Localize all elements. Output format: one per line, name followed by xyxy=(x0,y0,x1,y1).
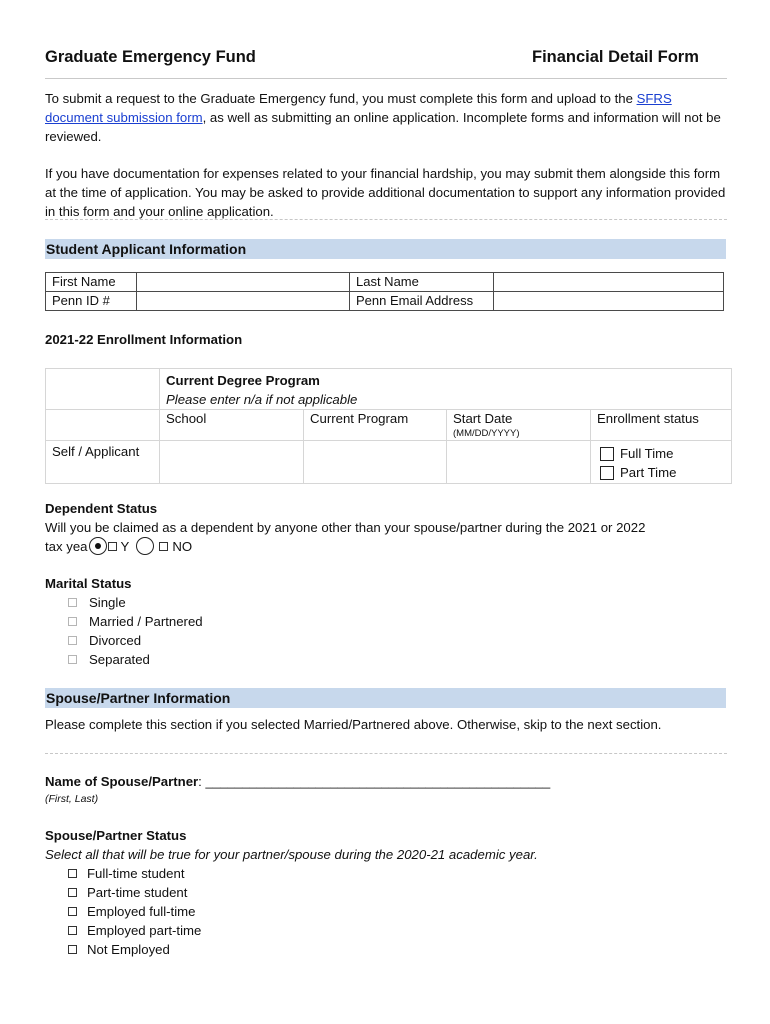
spouse-section-heading-text: Spouse/Partner Information xyxy=(46,690,231,706)
form-title-left: Graduate Emergency Fund xyxy=(45,48,256,66)
yes-radio-button[interactable] xyxy=(89,537,107,555)
marital-options-list xyxy=(68,593,203,669)
part-time-student-checkbox[interactable] xyxy=(68,888,77,897)
first-name-label: First Name xyxy=(46,273,137,292)
program-note: Please enter n/a if not applicable xyxy=(166,392,358,407)
col-program-header: Current Program xyxy=(304,410,447,441)
enrollment-empty-cell xyxy=(46,410,160,441)
enrollment-column-header-row xyxy=(46,410,732,441)
sfrs-document-submission-link[interactable]: SFRS document submission form xyxy=(45,91,672,125)
spouse-status-option[interactable] xyxy=(68,864,201,883)
employed-full-time-checkbox[interactable] xyxy=(68,907,77,916)
student-info-row xyxy=(46,273,724,292)
intro-paragraph-2: If you have documentation for expenses related to your financial hardship, you may submit them alongside this form at the time of application. You may be asked to provide additional documentation to support any information provided in this form and your online application. xyxy=(45,166,726,219)
divorced-checkbox[interactable] xyxy=(68,636,77,645)
spouse-status-label: Full-time student xyxy=(87,866,185,881)
col-status-header: Enrollment status xyxy=(591,410,732,441)
marital-option-married[interactable] xyxy=(68,612,203,631)
yes-label: Y xyxy=(120,539,130,554)
spouse-status-heading: Spouse/Partner Status xyxy=(45,828,187,843)
student-section-heading xyxy=(45,239,726,259)
yes-checkbox[interactable] xyxy=(108,542,117,551)
student-section-heading-text: Student Applicant Information xyxy=(46,241,247,257)
marital-option-label: Married / Partnered xyxy=(89,614,203,629)
program-heading: Current Degree Program xyxy=(166,373,320,388)
spouse-status-list xyxy=(68,864,201,959)
program-header-cell xyxy=(160,369,732,410)
part-time-option[interactable] xyxy=(600,463,725,482)
no-label: NO xyxy=(172,539,193,554)
start-date-field[interactable] xyxy=(447,441,591,484)
marital-option-label: Divorced xyxy=(89,633,142,648)
enrollment-program-header-row xyxy=(46,369,732,410)
intro-divider xyxy=(45,219,727,220)
last-name-field[interactable] xyxy=(494,273,724,292)
enrollment-heading: 2021-22 Enrollment Information xyxy=(45,332,243,347)
spouse-status-label: Employed part-time xyxy=(87,923,202,938)
intro-paragraph-1 xyxy=(45,89,727,146)
penn-id-label: Penn ID # xyxy=(46,292,137,311)
spouse-status-label: Employed full-time xyxy=(87,904,196,919)
last-name-label: Last Name xyxy=(350,273,494,292)
dependent-heading: Dependent Status xyxy=(45,501,158,516)
spouse-status-option[interactable] xyxy=(68,883,201,902)
col-school-header: School xyxy=(160,410,304,441)
enrollment-status-cell xyxy=(591,441,732,484)
full-time-option[interactable] xyxy=(600,444,725,463)
enrollment-table xyxy=(45,368,732,484)
penn-email-label: Penn Email Address xyxy=(350,292,494,311)
spouse-name-field[interactable]: _______________________________________________ xyxy=(205,774,551,789)
spouse-status-option[interactable] xyxy=(68,921,201,940)
spouse-name-colon: : xyxy=(198,774,202,789)
spouse-status-instruction: Select all that will be true for your partner/spouse during the 2020-21 academic year. xyxy=(45,847,538,862)
spouse-status-label: Part-time student xyxy=(87,885,188,900)
marital-option-label: Separated xyxy=(89,652,150,667)
separated-checkbox[interactable] xyxy=(68,655,77,664)
spouse-section-heading xyxy=(45,688,726,708)
spouse-name-row xyxy=(45,774,550,789)
col-start-label: Start Date xyxy=(453,411,513,426)
enrollment-corner-cell xyxy=(46,369,160,410)
intro-text-after-link: , as well as submitting an online application. Incomplete forms and information will not be reviewed. xyxy=(45,110,721,144)
marital-option-single[interactable] xyxy=(68,593,203,612)
penn-email-field[interactable] xyxy=(494,292,724,311)
student-info-row xyxy=(46,292,724,311)
self-applicant-label: Self / Applicant xyxy=(46,441,160,484)
dependent-question-line2 xyxy=(45,539,192,554)
part-time-checkbox[interactable] xyxy=(600,466,614,480)
employed-part-time-checkbox[interactable] xyxy=(68,926,77,935)
no-radio-button[interactable] xyxy=(136,537,154,555)
marital-option-label: Single xyxy=(89,595,126,610)
intro-text-before-link: To submit a request to the Graduate Emergency fund, you must complete this form and upload to the xyxy=(45,91,637,106)
no-checkbox[interactable] xyxy=(159,542,168,551)
enrollment-self-row xyxy=(46,441,732,484)
current-program-field[interactable] xyxy=(304,441,447,484)
header-divider xyxy=(45,78,727,79)
single-checkbox[interactable] xyxy=(68,598,77,607)
marital-option-separated[interactable] xyxy=(68,650,203,669)
dependent-question-end: tax yea xyxy=(45,539,88,554)
marital-option-divorced[interactable] xyxy=(68,631,203,650)
form-title-right: Financial Detail Form xyxy=(532,48,699,66)
not-employed-checkbox[interactable] xyxy=(68,945,77,954)
spouse-status-option[interactable] xyxy=(68,940,201,959)
radio-selected-dot xyxy=(95,543,101,549)
student-info-table xyxy=(45,272,724,311)
spouse-instruction: Please complete this section if you selected Married/Partnered above. Otherwise, skip to the next section. xyxy=(45,717,662,732)
spouse-name-hint: (First, Last) xyxy=(45,793,99,805)
full-time-checkbox[interactable] xyxy=(600,447,614,461)
part-time-label: Part Time xyxy=(620,465,677,480)
school-field[interactable] xyxy=(160,441,304,484)
marital-heading: Marital Status xyxy=(45,576,132,591)
spouse-status-option[interactable] xyxy=(68,902,201,921)
spouse-status-label: Not Employed xyxy=(87,942,170,957)
spouse-divider xyxy=(45,753,727,754)
spouse-name-label: Name of Spouse/Partner xyxy=(45,774,199,789)
full-time-student-checkbox[interactable] xyxy=(68,869,77,878)
dependent-question-line1: Will you be claimed as a dependent by anyone other than your spouse/partner during the 2021 or 2022 xyxy=(45,520,646,535)
full-time-label: Full Time xyxy=(620,446,674,461)
col-start-header xyxy=(447,410,591,441)
penn-id-field[interactable] xyxy=(137,292,350,311)
married-checkbox[interactable] xyxy=(68,617,77,626)
col-start-format: (MM/DD/YYYY) xyxy=(453,428,520,439)
first-name-field[interactable] xyxy=(137,273,350,292)
